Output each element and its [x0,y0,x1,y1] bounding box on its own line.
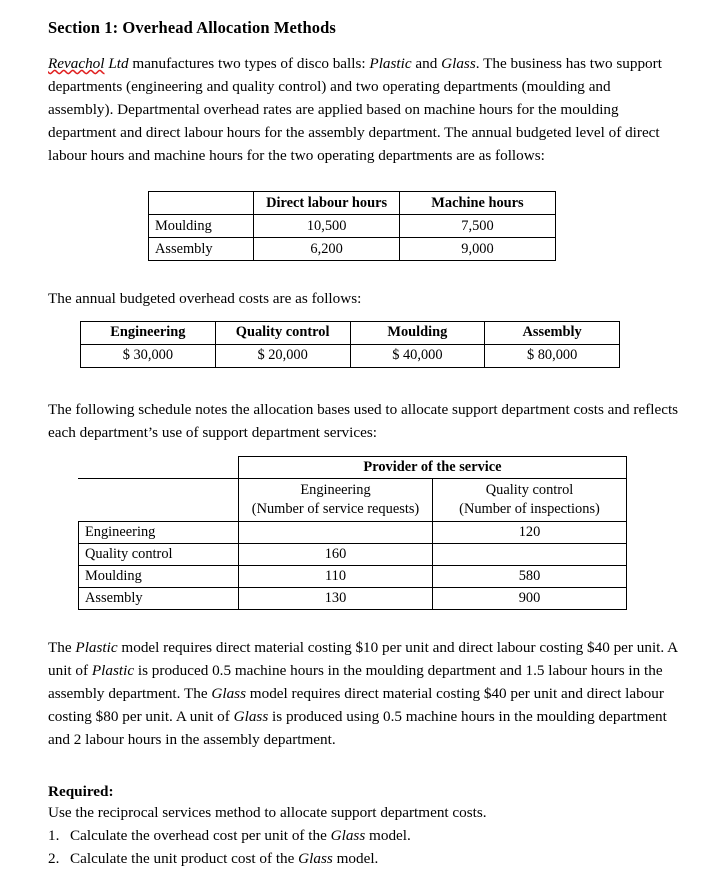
allocation-row-label-engineering: Engineering [79,521,239,543]
overhead-costs-table-head [81,321,620,344]
intro-text-2: and [411,55,442,72]
spacer [48,368,679,398]
overhead-costs-table-body [81,344,620,367]
overhead-header-moulding: Moulding [350,321,485,344]
allocation-basis-table-head [79,456,627,521]
overhead-header-quality-control: Quality control [215,321,350,344]
company-name-misspelled: Revachol [48,55,105,72]
product-model-plastic-2: Plastic [91,661,135,679]
table-row [149,215,556,238]
product-model-glass-1: Glass [211,684,246,702]
product-text-4: model requires direct material costing $40 per unit and direct labour costing $80 per unit. A unit of [48,684,664,726]
list-item-number-1: 1. [48,827,60,845]
list-item-text-2b: model. [332,850,379,868]
budgeted-hours-table [148,191,556,261]
page-title: Section 1: Overhead Allocation Methods [48,18,336,37]
allocation-basis-table-body [79,521,627,609]
required-list [48,825,679,870]
model-glass-emphasis: Glass [441,55,476,72]
allocation-header-engineering-name: Engineering [300,482,371,499]
hours-header-blank [149,192,254,215]
table-row [149,238,556,261]
table-row [79,587,627,609]
overhead-header-assembly: Assembly [485,321,620,344]
product-text-2: model requires direct material costing $10 per unit and direct labour costing $40 per unit. A unit of [48,638,678,679]
overhead-value-assembly: $ 80,000 [485,344,620,367]
list-item [48,848,679,870]
required-instruction: Use the reciprocal services method to allocate support department costs. [48,804,487,822]
spacer [48,179,679,191]
overhead-costs-table [80,321,620,368]
allocation-header-engineering [239,478,433,521]
budgeted-hours-table-head [149,192,556,215]
list-item-text-1b: model. [365,827,411,845]
table-row [79,521,627,543]
allocation-row-label-assembly: Assembly [79,587,239,609]
table-header-row [149,192,556,215]
overhead-value-moulding: $ 40,000 [350,344,485,367]
intro-paragraph [48,52,679,167]
table-header-row-super [79,456,627,478]
allocation-super-header: Provider of the service [239,456,627,478]
hours-moulding-dlh: 10,500 [254,215,400,238]
hours-moulding-mh: 7,500 [399,215,555,238]
allocation-quality-quality [433,543,627,565]
hours-header-direct-labour: Direct labour hours [254,192,400,215]
hours-assembly-mh: 9,000 [399,238,555,261]
product-text-3: is produced 0.5 machine hours in the moulding department and 1.5 labour hours in the assembly department. The [48,661,663,702]
list-item-text-1a: Calculate the overhead cost per unit of the [70,827,331,845]
hours-assembly-dlh: 6,200 [254,238,400,261]
overhead-value-quality-control: $ 20,000 [215,344,350,367]
list-item-text-2a: Calculate the unit product cost of the [70,850,299,868]
allocation-corner-blank [79,456,239,478]
allocation-quality-engineering: 160 [239,543,433,565]
spacer [48,763,679,783]
intro-text-3: . The business has two support departments (engineering and quality control) and two operating departments (moulding and assembly). Departmental overhead rates are applied based on machine hours for the moulding department and direct labour hours for the assembly department. The annual budgeted level of direct labour hours and machine hours for the two operating departments are as follows: [48,55,662,165]
product-text-5: is produced using 0.5 machine hours in the moulding department and 2 labour hours in the assembly department. [48,708,667,749]
table-row [79,565,627,587]
allocation-moulding-quality: 580 [433,565,627,587]
intro-text-1: manufactures two types of disco balls: [128,55,370,72]
spacer [48,610,679,636]
hours-header-machine: Machine hours [399,192,555,215]
allocation-header-engineering-basis: (Number of service requests) [251,500,420,517]
table-header-row [81,321,620,344]
allocation-assembly-quality: 900 [433,587,627,609]
list-item [48,825,679,847]
budgeted-hours-table-body [149,215,556,261]
product-cost-paragraph [48,636,679,751]
allocation-corner-blank-2 [79,478,239,521]
required-heading: Required: [48,783,114,801]
allocation-header-quality-name: Quality control [485,482,574,499]
allocation-engineering-engineering [239,521,433,543]
allocation-row-label-moulding: Moulding [79,565,239,587]
hours-row-label-assembly: Assembly [149,238,254,261]
overhead-lead-in: The annual budgeted overhead costs are as follows: [48,290,362,308]
product-model-plastic-1: Plastic [75,638,118,656]
schedule-lead-in: The following schedule notes the allocation bases used to allocate support department costs and reflects each department’s use of support department services: [48,400,679,441]
model-plastic-emphasis: Plastic [369,55,412,72]
product-model-glass-2: Glass [233,708,269,726]
hours-row-label-moulding: Moulding [149,215,254,238]
list-item-emph-2: Glass [298,850,333,868]
spacer [48,261,679,287]
allocation-header-quality-control [433,478,627,521]
list-item-emph-1: Glass [330,827,366,845]
allocation-header-quality-basis: (Number of inspections) [459,500,600,517]
allocation-engineering-quality: 120 [433,521,627,543]
allocation-row-label-quality-control: Quality control [79,543,239,565]
allocation-assembly-engineering: 130 [239,587,433,609]
product-text-1: The [48,638,76,656]
table-row [79,543,627,565]
company-suffix-text: Ltd [108,55,129,72]
overhead-value-engineering: $ 30,000 [81,344,216,367]
allocation-basis-table [78,456,627,610]
allocation-moulding-engineering: 110 [239,565,433,587]
list-item-number-2: 2. [48,850,60,868]
table-header-row-sub [79,478,627,521]
table-row [81,344,620,367]
overhead-header-engineering: Engineering [81,321,216,344]
